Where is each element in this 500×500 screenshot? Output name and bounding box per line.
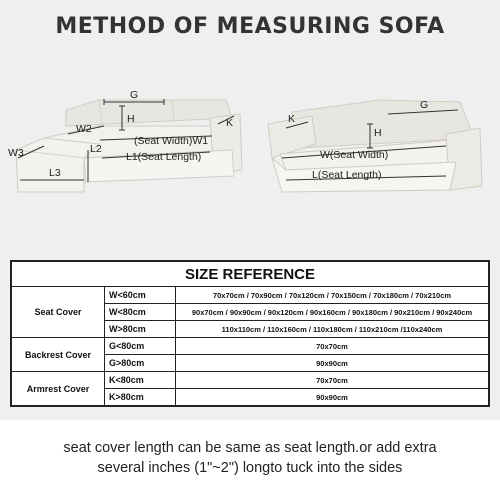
- label-seat-length-l: L(Seat Length): [312, 169, 382, 181]
- condition-cell: W>80cm: [105, 321, 176, 338]
- label-k-left: K: [226, 117, 234, 129]
- footer-line-1: seat cover length can be same as seat length.or add extra: [63, 440, 437, 456]
- sizes-cell: 90x90cm: [176, 355, 489, 372]
- category-backrest-cover: Backrest Cover: [12, 338, 105, 372]
- sectional-sofa-diagram: [4, 78, 254, 198]
- category-seat-cover: Seat Cover: [12, 287, 105, 338]
- sizes-cell: 90x90cm: [176, 389, 489, 406]
- label-w2: W2: [76, 123, 92, 135]
- label-l2: L2: [90, 143, 102, 155]
- condition-cell: W<80cm: [105, 304, 176, 321]
- label-h-right: H: [374, 127, 382, 139]
- sizes-cell: 110x110cm / 110x160cm / 110x180cm / 110x210cm /110x240cm: [176, 321, 489, 338]
- table-title: SIZE REFERENCE: [12, 262, 489, 287]
- straight-sofa-diagram: [260, 78, 496, 198]
- label-w3: W3: [8, 147, 24, 159]
- label-k-right: K: [288, 113, 296, 125]
- label-g-right: G: [420, 99, 429, 111]
- footer-note: [0, 420, 500, 500]
- label-seat-width-w1: (Seat Width)W1: [134, 135, 209, 147]
- condition-cell: G>80cm: [105, 355, 176, 372]
- label-seat-length-l1: L1(Seat Length): [126, 151, 202, 163]
- category-armrest-cover: Armrest Cover: [12, 372, 105, 406]
- table-row: [12, 372, 489, 389]
- label-l3: L3: [49, 167, 61, 179]
- footer-line-2: several inches (1"~2") longto tuck into the sides: [97, 460, 403, 476]
- condition-cell: W<60cm: [105, 287, 176, 304]
- page-title: METHOD OF MEASURING SOFA: [55, 14, 445, 39]
- sizes-cell: 90x70cm / 90x90cm / 90x120cm / 90x160cm / 90x180cm / 90x210cm / 90x240cm: [176, 304, 489, 321]
- condition-cell: K<80cm: [105, 372, 176, 389]
- table-row: [12, 287, 489, 304]
- label-h-left: H: [127, 113, 135, 125]
- sizes-cell: 70x70cm: [176, 338, 489, 355]
- size-reference-table: [10, 260, 490, 407]
- condition-cell: G<80cm: [105, 338, 176, 355]
- condition-cell: K>80cm: [105, 389, 176, 406]
- table-row: [12, 338, 489, 355]
- label-g-left: G: [130, 89, 139, 101]
- sizes-cell: 70x70cm / 70x90cm / 70x120cm / 70x150cm / 70x180cm / 70x210cm: [176, 287, 489, 304]
- label-seat-width-w: W(Seat Width): [320, 149, 389, 161]
- sizes-cell: 70x70cm: [176, 372, 489, 389]
